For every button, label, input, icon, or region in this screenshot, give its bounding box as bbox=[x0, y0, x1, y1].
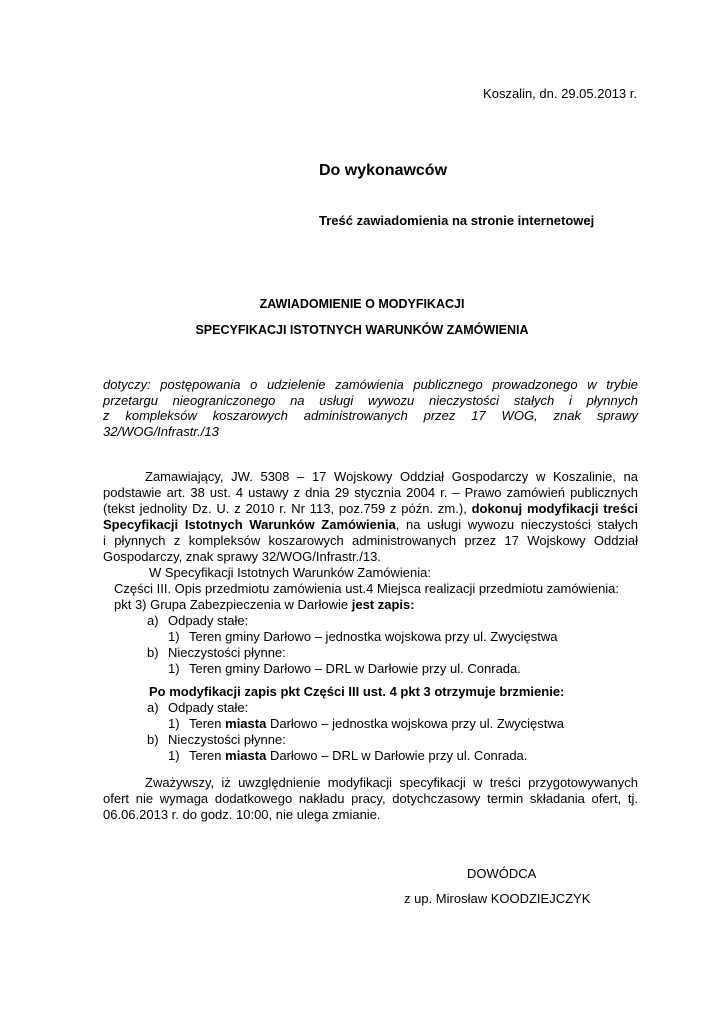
notice-title-line2: SPECYFIKACJI ISTOTNYCH WARUNKÓW ZAMÓWIENIA bbox=[195, 323, 529, 337]
regarding-line: z kompleksów koszarowych administrowanych przez 17 WOG, znak sprawy bbox=[103, 408, 638, 423]
new-item-b1-post: Darłowo – DRL w Darłowie przy ul. Conrada. bbox=[266, 748, 528, 763]
regarding-line: przetargu nieograniczonego na usługi wywozu nieczystości stałych i płynnych bbox=[103, 392, 638, 408]
old-item-b-label: b) bbox=[147, 645, 159, 660]
new-item-b1-bold: miasta bbox=[225, 748, 267, 763]
after-modification-heading: Po modyfikacji zapis pkt Części III ust. 4 pkt 3 otrzymuje brzmienie: bbox=[149, 684, 565, 699]
old-item-a-label: a) bbox=[147, 613, 159, 628]
siwz-intro: W Specyfikacji Istotnych Warunków Zamówienia: bbox=[149, 565, 432, 580]
paragraph-line: podstawie art. 38 ust. 4 ustawy z dnia 29 stycznia 2004 r. – Prawo zamówień publicznych bbox=[103, 485, 638, 500]
paragraph-line: i płynnych z kompleksów koszarowych administrowanych przez 17 Wojskowy Oddział bbox=[103, 533, 638, 548]
subtitle-heading: Treść zawiadomienia na stronie internetowej bbox=[319, 213, 595, 228]
closing-line: Zważywszy, iż uwzględnienie modyfikacji specyfikacji w treści przygotowywanych bbox=[145, 775, 638, 790]
pkt3-line bbox=[114, 597, 415, 613]
addressee-heading: Do wykonawców bbox=[319, 162, 448, 179]
new-item-b-text: Nieczystości płynne: bbox=[168, 732, 286, 747]
pkt3-text: pkt 3) Grupa Zabezpieczenia w Darłowie bbox=[114, 597, 352, 612]
paragraph-line: Zamawiający, JW. 5308 – 17 Wojskowy Oddział Gospodarczy w Koszalinie, na bbox=[145, 469, 638, 484]
old-item-a1-label: 1) bbox=[168, 629, 180, 644]
new-item-a1-text bbox=[189, 716, 564, 732]
pkt3-bold-text: jest zapis: bbox=[351, 597, 415, 612]
paragraph-text: (tekst jednolity Dz. U. z 2010 r. Nr 113, poz.759 z późn. zm.), bbox=[103, 501, 472, 516]
new-item-a-label: a) bbox=[147, 700, 159, 715]
paragraph-bold-text: dokonuj modyfikacji treści bbox=[471, 501, 638, 516]
place-date: Koszalin, dn. 29.05.2013 r. bbox=[483, 86, 637, 101]
new-item-a1-pre: Teren bbox=[189, 716, 226, 731]
paragraph-line: Gospodarczy, znak sprawy 32/WOG/Infrastr./13. bbox=[103, 549, 381, 564]
new-item-a1-post: Darłowo – jednostka wojskowa przy ul. Zwycięstwa bbox=[266, 716, 565, 731]
regarding-block bbox=[103, 377, 638, 439]
closing-line: ofert nie wymaga dodatkowego nakładu pracy, dotychczasowy termin składania ofert, tj. bbox=[103, 791, 638, 806]
closing-line: 06.06.2013 r. do godz. 10:00, nie ulega zmianie. bbox=[103, 807, 381, 822]
new-item-b1-text bbox=[189, 748, 527, 764]
regarding-line: dotyczy: postępowania o udzielenie zamówienia publicznego prowadzonego w trybie bbox=[103, 377, 638, 392]
new-item-a1-label: 1) bbox=[168, 716, 180, 731]
paragraph-line bbox=[103, 517, 638, 533]
old-item-a1-text: Teren gminy Darłowo – jednostka wojskowa przy ul. Zwycięstwa bbox=[189, 629, 558, 644]
main-paragraph bbox=[103, 469, 638, 565]
old-item-b-text: Nieczystości płynne: bbox=[168, 645, 286, 660]
signature-role: DOWÓDCA bbox=[467, 866, 537, 881]
old-item-b1-text: Teren gminy Darłowo – DRL w Darłowie przy ul. Conrada. bbox=[189, 661, 521, 676]
paragraph-line bbox=[103, 501, 638, 517]
paragraph-bold-text: Specyfikacji Istotnych Warunków Zamówienia bbox=[103, 517, 396, 532]
new-item-b-label: b) bbox=[147, 732, 159, 747]
signature-name: z up. Mirosław KOODZIEJCZYK bbox=[404, 891, 591, 906]
old-item-b1-label: 1) bbox=[168, 661, 180, 676]
part3-line: Części III. Opis przedmiotu zamówienia ust.4 Miejsca realizacji przedmiotu zamówienia: bbox=[114, 581, 620, 596]
notice-title-line1: ZAWIADOMIENIE O MODYFIKACJI bbox=[259, 297, 465, 311]
new-item-a-text: Odpady stałe: bbox=[168, 700, 249, 715]
closing-paragraph bbox=[103, 775, 638, 823]
old-item-a-text: Odpady stałe: bbox=[168, 613, 249, 628]
new-item-a1-bold: miasta bbox=[225, 716, 267, 731]
new-item-b1-pre: Teren bbox=[189, 748, 226, 763]
regarding-line: 32/WOG/Infrastr./13 bbox=[103, 423, 219, 439]
paragraph-text: , na usługi wywozu nieczystości stałych bbox=[395, 517, 638, 532]
new-item-b1-label: 1) bbox=[168, 748, 180, 763]
